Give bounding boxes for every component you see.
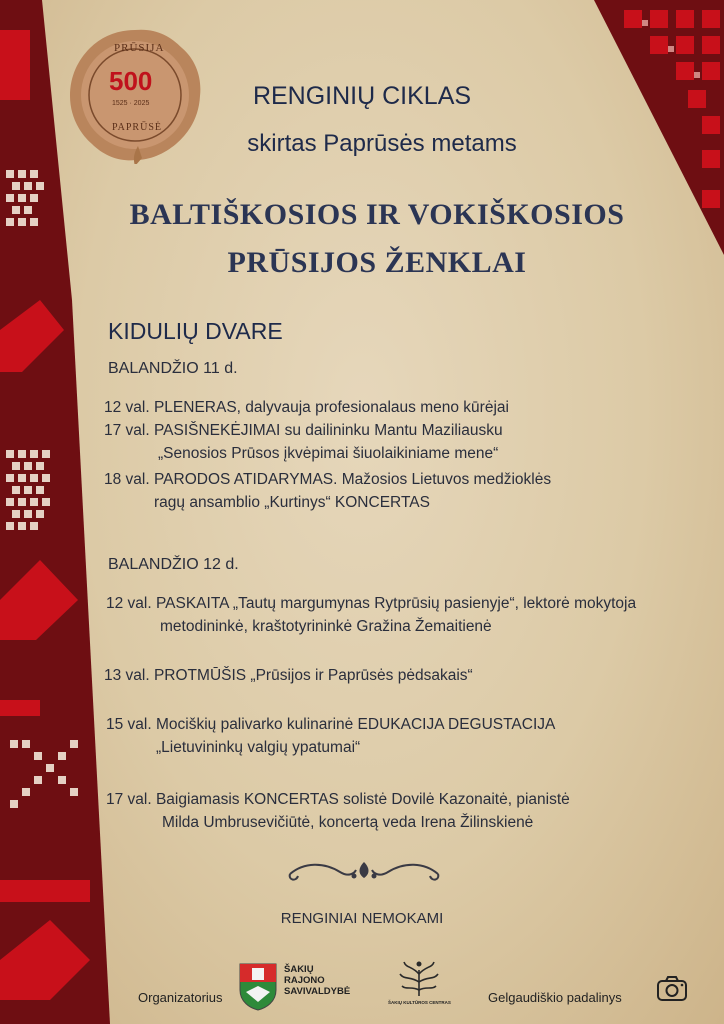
municipality-name xyxy=(284,964,350,997)
day2-event-4: 17 val. Baigiamasis KONCERTAS solistė Dovilė Kazonaitė, pianistė xyxy=(106,791,570,808)
series-subtitle: skirtas Paprūsės metams xyxy=(247,130,517,157)
day2-event-4-detail: Milda Umbrusevičiūtė, koncertą veda Irena Žilinskienė xyxy=(162,814,534,831)
municipality-line2: RAJONO xyxy=(284,975,325,986)
seal-bottom-text: PAPRŪSĖ xyxy=(112,122,162,133)
series-title: RENGINIŲ CIKLAS xyxy=(252,82,472,110)
day2-event-3: 15 val. Mociškių palivarko kulinarinė EDUKACIJA DEGUSTACIJA xyxy=(106,716,556,733)
seal-number: 500 xyxy=(109,66,153,96)
event-title-line1: BALTIŠKOSIOS IR VOKIŠKOSIOS xyxy=(129,198,625,231)
oak-tree-logo-icon xyxy=(392,956,446,1006)
event-title-line2: PRŪSIJOS ŽENKLAI xyxy=(227,246,527,279)
municipality-line1: ŠAKIŲ xyxy=(284,964,314,975)
branch-name: Gelgaudiškio padalinys xyxy=(488,990,622,1005)
seal-years: 1525 · 2025 xyxy=(112,100,150,107)
scroll-ornament-icon xyxy=(284,852,444,888)
day1-event-1: 12 val. PLENERAS, dalyvauja profesionalaus meno kūrėjai xyxy=(104,399,509,416)
day2-event-3-detail: „Lietuvininkų valgių ypatumai“ xyxy=(156,739,361,756)
coat-of-arms-icon xyxy=(238,962,278,1012)
seal-top-text: PRŪSIJA xyxy=(114,42,165,54)
day2-event-2: 13 val. PROTMŪŠIS „Prūsijos ir Paprūsės pėdsakais“ xyxy=(104,667,473,684)
venue: KIDULIŲ DVARE xyxy=(108,318,283,344)
organizers-label: Organizatorius xyxy=(138,990,223,1005)
day1-date: BALANDŽIO 11 d. xyxy=(108,360,238,377)
day1-event-3: 18 val. PARODOS ATIDARYMAS. Mažosios Lietuvos medžioklės xyxy=(104,471,552,488)
municipality-line3: SAVIVALDYBĖ xyxy=(284,986,351,997)
day2-event-1-detail: metodininkė, kraštotyrininkė Gražina Žemaitienė xyxy=(160,618,492,635)
culture-center-name: ŠAKIŲ KULTŪROS CENTRAS xyxy=(388,1000,451,1005)
day2-date: BALANDŽIO 12 d. xyxy=(108,556,239,573)
day1-event-3-detail: ragų ansamblio „Kurtinys“ KONCERTAS xyxy=(154,494,430,511)
day2-event-1: 12 val. PASKAITA „Tautų margumynas Rytprūsių pasienyje“, lektorė mokytoja xyxy=(106,595,637,612)
day1-event-2-detail: „Senosios Prūsos įkvėpimai šiuolaikiniame mene“ xyxy=(158,445,499,462)
day1-event-2: 17 val. PASIŠNEKĖJIMAI su dailininku Mantu Maziliausku xyxy=(104,422,503,439)
free-entry-note: RENGINIAI NEMOKAMI xyxy=(280,910,444,927)
camera-icon xyxy=(656,974,688,1002)
